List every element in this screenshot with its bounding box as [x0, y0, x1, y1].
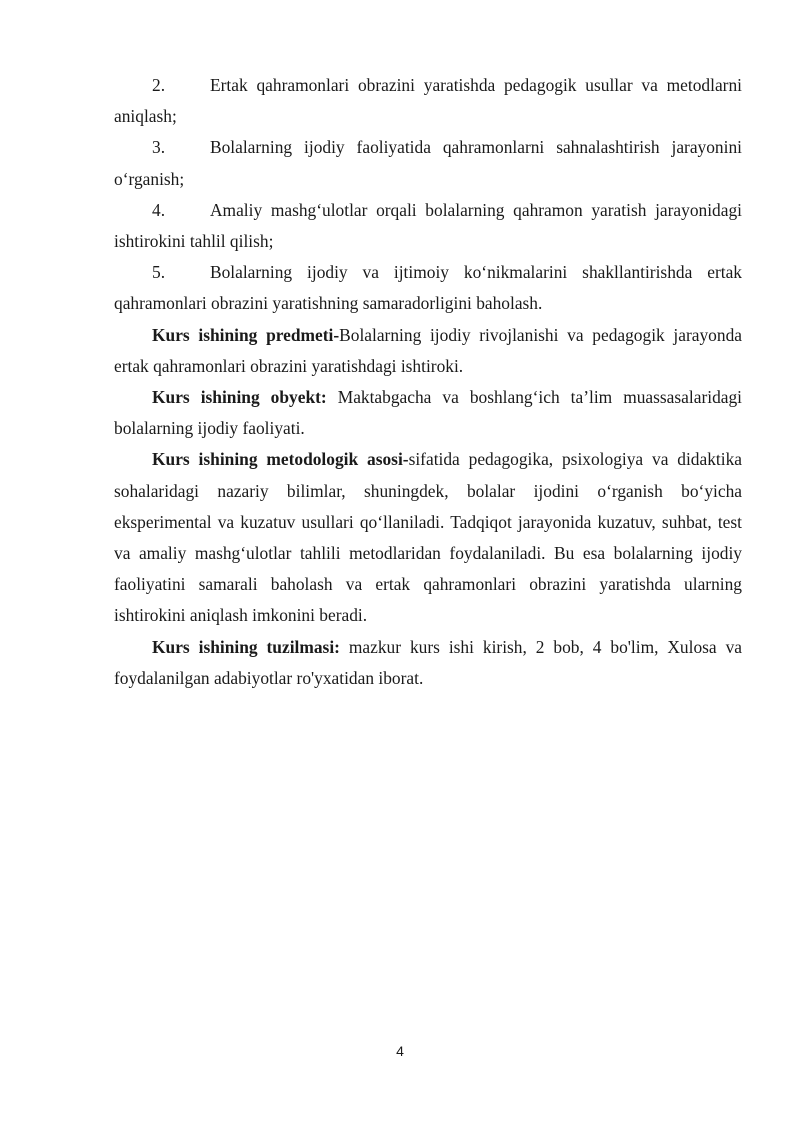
predmet-label: Kurs ishining predmeti- [152, 324, 340, 345]
list-item-number: 2. [152, 75, 166, 95]
tuzilma-label: Kurs ishining tuzilmasi: [152, 636, 340, 657]
list-item-number: 4. [152, 199, 166, 220]
list-item-text: Bolalarning ijodiy faoliyatida qahramonlarni sahnalashtirish jarayonini o‘rganish; [114, 137, 742, 189]
tuzilma-paragraph [114, 632, 742, 694]
list-item-text: Amaliy mashg‘ulotlar orqali bolalarning qahramon yaratish jarayonidagi ishtirokini tahlil qilish; [114, 199, 742, 252]
list-item-number: 5. [152, 262, 166, 283]
metodologik-paragraph [114, 444, 742, 631]
list-item [114, 195, 742, 257]
predmet-paragraph [114, 320, 742, 382]
obyekt-paragraph [114, 382, 742, 444]
obyekt-label: Kurs ishining obyekt: [152, 387, 327, 408]
document-body [114, 70, 742, 694]
predmet-text: Bolalarning ijodiy rivojlanishi va pedagogik jarayonda ertak qahramonlari obrazini yaratishdagi ishtiroki. [114, 324, 742, 376]
list-item-text: Ertak qahramonlari obrazini yaratishda pedagogik usullar va metodlarni aniqlash; [114, 75, 742, 127]
list-item-text: Bolalarning ijodiy va ijtimoiy ko‘nikmalarini shakllantirishda ertak qahramonlari obrazini yaratishning samaradorligini baholash. [114, 262, 742, 314]
list-item-number: 3. [152, 137, 166, 158]
metodologik-text: sifatida pedagogika, psixologiya va didaktika sohalaridagi nazariy bilimlar, shuningdek, bolalar ijodini o‘rganish bo‘yicha eksperimental va kuzatuv usullari qo‘llaniladi. Tadqiqot jarayonida kuzatuv, suhbat, test va amaliy mashg‘ulotlar tahlili metodlaridan foydalaniladi. Bu esa bolalarning ijodiy faoliyatini samarali baholash va ertak qahramonlari obrazini yaratishda ularning ishtirokini aniqlash imkonini beradi. [114, 449, 742, 626]
obyekt-text: Maktabgacha va boshlang‘ich ta’lim muassasalaridagi bolalarning ijodiy faoliyati. [114, 387, 743, 439]
metodologik-label: Kurs ishining metodologik asosi- [152, 449, 409, 470]
list-item [114, 70, 742, 132]
list-item [114, 132, 742, 194]
list-item [114, 257, 742, 319]
page-number: 4 [396, 1043, 404, 1059]
tuzilma-text: mazkur kurs ishi kirish, 2 bob, 4 bo'lim, Xulosa va foydalanilgan adabiyotlar ro'yxatidan iborat. [114, 636, 742, 688]
